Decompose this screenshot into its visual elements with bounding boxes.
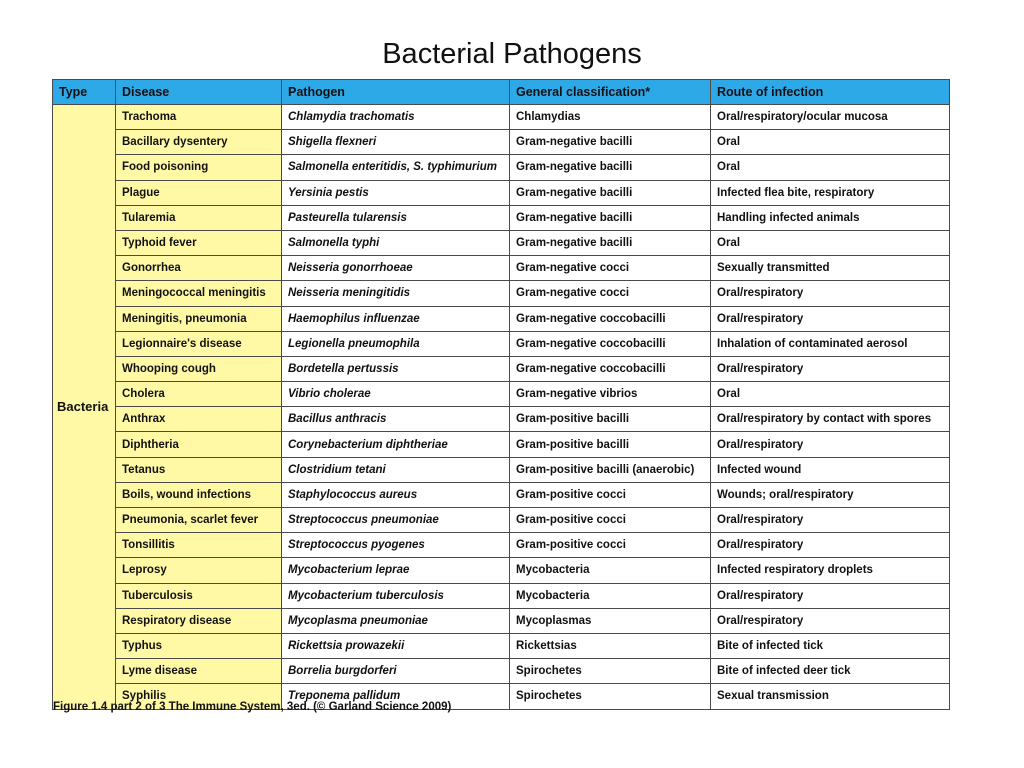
classification-cell: Mycobacteria	[510, 583, 711, 608]
route-cell: Oral/respiratory	[711, 533, 950, 558]
disease-cell: Respiratory disease	[116, 608, 282, 633]
route-cell: Oral/respiratory	[711, 508, 950, 533]
classification-cell: Chlamydias	[510, 105, 711, 130]
slide-title: Bacterial Pathogens	[382, 38, 642, 70]
route-cell: Handling infected animals	[711, 205, 950, 230]
header-route: Route of infection	[711, 80, 950, 105]
table-row	[53, 230, 950, 255]
classification-cell: Gram-negative coccobacilli	[510, 356, 711, 381]
disease-cell: Food poisoning	[116, 155, 282, 180]
disease-cell: Typhoid fever	[116, 230, 282, 255]
table-row	[53, 608, 950, 633]
classification-cell: Gram-negative bacilli	[510, 155, 711, 180]
pathogen-cell: Neisseria gonorrhoeae	[282, 256, 510, 281]
pathogen-cell: Staphylococcus aureus	[282, 482, 510, 507]
route-cell: Oral/respiratory	[711, 583, 950, 608]
table-row	[53, 533, 950, 558]
classification-cell: Gram-positive cocci	[510, 533, 711, 558]
classification-cell: Spirochetes	[510, 659, 711, 684]
disease-cell: Whooping cough	[116, 356, 282, 381]
classification-cell: Gram-positive cocci	[510, 508, 711, 533]
pathogen-cell: Mycobacterium leprae	[282, 558, 510, 583]
pathogen-cell: Clostridium tetani	[282, 457, 510, 482]
pathogen-cell: Streptococcus pyogenes	[282, 533, 510, 558]
classification-cell: Gram-positive cocci	[510, 482, 711, 507]
header-disease: Disease	[116, 80, 282, 105]
pathogen-cell: Rickettsia prowazekii	[282, 633, 510, 658]
route-cell: Oral/respiratory	[711, 432, 950, 457]
classification-cell: Mycobacteria	[510, 558, 711, 583]
table-row	[53, 281, 950, 306]
table-row	[53, 659, 950, 684]
pathogen-cell: Shigella flexneri	[282, 130, 510, 155]
disease-cell: Tetanus	[116, 457, 282, 482]
disease-cell: Gonorrhea	[116, 256, 282, 281]
table-row	[53, 407, 950, 432]
disease-cell: Diphtheria	[116, 432, 282, 457]
disease-cell: Meningitis, pneumonia	[116, 306, 282, 331]
pathogen-cell: Salmonella enteritidis, S. typhimurium	[282, 155, 510, 180]
table-row	[53, 256, 950, 281]
pathogen-cell: Legionella pneumophila	[282, 331, 510, 356]
disease-cell: Tuberculosis	[116, 583, 282, 608]
table-row	[53, 205, 950, 230]
classification-cell: Gram-negative cocci	[510, 281, 711, 306]
disease-cell: Bacillary dysentery	[116, 130, 282, 155]
bacterial-pathogens-table	[52, 79, 950, 710]
route-cell: Wounds; oral/respiratory	[711, 482, 950, 507]
pathogen-cell: Mycobacterium tuberculosis	[282, 583, 510, 608]
route-cell: Oral/respiratory	[711, 281, 950, 306]
table-row	[53, 130, 950, 155]
disease-cell: Boils, wound infections	[116, 482, 282, 507]
disease-cell: Tonsillitis	[116, 533, 282, 558]
header-pathogen: Pathogen	[282, 80, 510, 105]
classification-cell: Gram-negative bacilli	[510, 130, 711, 155]
route-cell: Sexual transmission	[711, 684, 950, 709]
classification-cell: Gram-positive bacilli (anaerobic)	[510, 457, 711, 482]
route-cell: Oral	[711, 382, 950, 407]
classification-cell: Gram-negative coccobacilli	[510, 306, 711, 331]
disease-cell: Anthrax	[116, 407, 282, 432]
pathogen-cell: Yersinia pestis	[282, 180, 510, 205]
table-row	[53, 482, 950, 507]
disease-cell: Trachoma	[116, 105, 282, 130]
route-cell: Oral	[711, 230, 950, 255]
route-cell: Inhalation of contaminated aerosol	[711, 331, 950, 356]
table-row	[53, 432, 950, 457]
table-row	[53, 633, 950, 658]
type-cell-bacteria: Bacteria	[53, 105, 116, 710]
pathogen-cell: Corynebacterium diphtheriae	[282, 432, 510, 457]
classification-cell: Gram-positive bacilli	[510, 407, 711, 432]
route-cell: Oral/respiratory	[711, 306, 950, 331]
classification-cell: Gram-negative vibrios	[510, 382, 711, 407]
header-classification: General classification*	[510, 80, 711, 105]
route-cell: Infected respiratory droplets	[711, 558, 950, 583]
route-cell: Infected wound	[711, 457, 950, 482]
route-cell: Sexually transmitted	[711, 256, 950, 281]
table-row	[53, 356, 950, 381]
table-row	[53, 558, 950, 583]
disease-cell: Meningococcal meningitis	[116, 281, 282, 306]
disease-cell: Cholera	[116, 382, 282, 407]
table-row	[53, 180, 950, 205]
route-cell: Bite of infected tick	[711, 633, 950, 658]
disease-cell: Legionnaire's disease	[116, 331, 282, 356]
header-type: Type	[53, 80, 116, 105]
disease-cell: Typhus	[116, 633, 282, 658]
table-row	[53, 105, 950, 130]
pathogen-cell: Neisseria meningitidis	[282, 281, 510, 306]
classification-cell: Gram-positive bacilli	[510, 432, 711, 457]
route-cell: Oral	[711, 155, 950, 180]
pathogen-cell: Haemophilus influenzae	[282, 306, 510, 331]
pathogen-cell: Salmonella typhi	[282, 230, 510, 255]
classification-cell: Mycoplasmas	[510, 608, 711, 633]
disease-cell: Syphilis	[116, 684, 282, 709]
route-cell: Oral/respiratory by contact with spores	[711, 407, 950, 432]
disease-cell: Tularemia	[116, 205, 282, 230]
classification-cell: Gram-negative bacilli	[510, 205, 711, 230]
disease-cell: Leprosy	[116, 558, 282, 583]
route-cell: Oral/respiratory	[711, 608, 950, 633]
route-cell: Infected flea bite, respiratory	[711, 180, 950, 205]
pathogen-cell: Treponema pallidum	[282, 684, 510, 709]
pathogen-cell: Pasteurella tularensis	[282, 205, 510, 230]
classification-cell: Gram-negative bacilli	[510, 230, 711, 255]
table-row	[53, 382, 950, 407]
pathogen-cell: Bordetella pertussis	[282, 356, 510, 381]
pathogen-cell: Chlamydia trachomatis	[282, 105, 510, 130]
pathogen-cell: Borrelia burgdorferi	[282, 659, 510, 684]
classification-cell: Gram-negative coccobacilli	[510, 331, 711, 356]
pathogen-cell: Mycoplasma pneumoniae	[282, 608, 510, 633]
classification-cell: Rickettsias	[510, 633, 711, 658]
table-row	[53, 155, 950, 180]
pathogen-cell: Bacillus anthracis	[282, 407, 510, 432]
route-cell: Oral/respiratory	[711, 356, 950, 381]
table-row	[53, 583, 950, 608]
table-body	[53, 105, 950, 710]
table-row	[53, 331, 950, 356]
classification-cell: Gram-negative bacilli	[510, 180, 711, 205]
table-row	[53, 306, 950, 331]
route-cell: Oral	[711, 130, 950, 155]
classification-cell: Spirochetes	[510, 684, 711, 709]
disease-cell: Pneumonia, scarlet fever	[116, 508, 282, 533]
route-cell: Oral/respiratory/ocular mucosa	[711, 105, 950, 130]
table-header-row	[53, 80, 950, 105]
pathogen-cell: Vibrio cholerae	[282, 382, 510, 407]
pathogen-cell: Streptococcus pneumoniae	[282, 508, 510, 533]
classification-cell: Gram-negative cocci	[510, 256, 711, 281]
figure-caption: Figure 1.4 part 2 of 3 The Immune System, 3ed. (© Garland Science 2009)	[53, 701, 452, 713]
route-cell: Bite of infected deer tick	[711, 659, 950, 684]
table-row	[53, 457, 950, 482]
disease-cell: Plague	[116, 180, 282, 205]
disease-cell: Lyme disease	[116, 659, 282, 684]
table-row	[53, 508, 950, 533]
